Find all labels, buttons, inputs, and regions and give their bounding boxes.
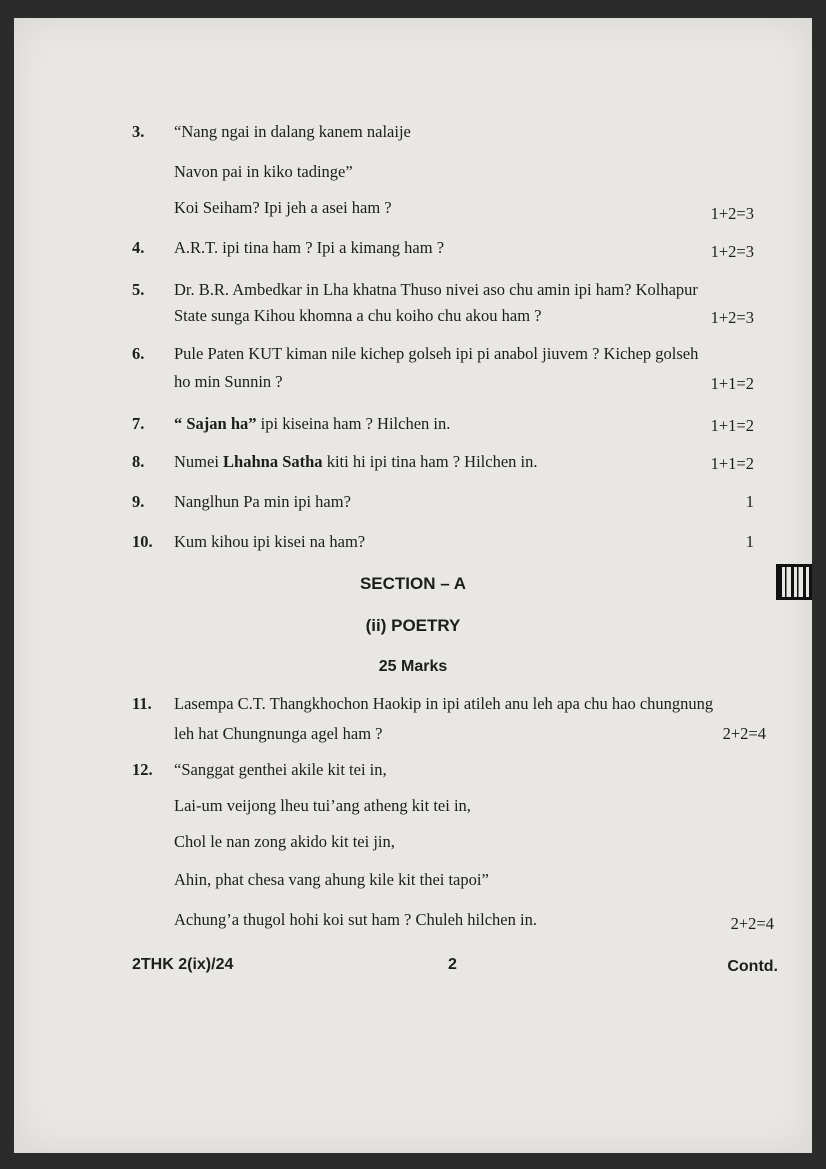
- question-text: [174, 414, 450, 434]
- question-keyword: “ Sajan ha”: [174, 414, 257, 433]
- question-marks: 1: [745, 532, 754, 551]
- question-number: 3.: [132, 122, 145, 141]
- question-keyword: Lhahna Satha: [223, 452, 323, 471]
- question-text: Achung’a thugol hohi koi sut ham ? Chuleh hilchen in.: [174, 910, 537, 929]
- question-number: 5.: [132, 280, 145, 299]
- question-marks: 1+2=3: [710, 204, 754, 223]
- exam-page: [14, 18, 812, 1153]
- question-number: 12.: [132, 760, 153, 779]
- question-marks: 2+2=4: [730, 914, 774, 933]
- question-number: 10.: [132, 532, 153, 551]
- poem-line: Lai-um veijong lheu tui’ang atheng kit tei in,: [174, 796, 471, 815]
- page-number: 2: [448, 956, 457, 973]
- question-text: [174, 452, 537, 472]
- question-marks: 1+1=2: [710, 416, 754, 435]
- section-title: SECTION – A: [359, 574, 467, 593]
- question-text: leh hat Chungnunga agel ham ?: [174, 724, 383, 743]
- question-text: Nanglhun Pa min ipi ham?: [174, 492, 351, 511]
- question-text: State sunga Kihou khomna a chu koiho chu akou ham ?: [174, 306, 542, 325]
- paper-code: 2THK 2(ix)/24: [132, 956, 234, 973]
- question-text-rest: kiti hi ipi tina ham ? Hilchen in.: [322, 452, 538, 471]
- question-marks: 1+1=2: [710, 374, 754, 393]
- question-number: 9.: [132, 492, 145, 511]
- question-text: Lasempa C.T. Thangkhochon Haokip in ipi atileh anu leh apa chu hao chungnung: [174, 694, 714, 713]
- question-text: Dr. B.R. Ambedkar in Lha khatna Thuso nivei aso chu amin ipi ham? Kolhapur: [174, 280, 698, 299]
- question-marks: 1: [745, 492, 754, 511]
- question-marks: 2+2=4: [722, 724, 766, 743]
- question-text: Pule Paten KUT kiman nile kichep golseh ipi pi anabol jiuvem ? Kichep golseh: [174, 344, 699, 363]
- question-number: 6.: [132, 344, 145, 363]
- question-text: Navon pai in kiko tadinge”: [174, 162, 353, 181]
- question-text: “Nang ngai in dalang kanem nalaije: [174, 122, 411, 141]
- question-number: 11.: [132, 694, 152, 713]
- poem-line: Chol le nan zong akido kit tei jin,: [174, 832, 395, 851]
- poem-line: Ahin, phat chesa vang ahung kile kit thei tapoi”: [174, 870, 489, 889]
- section-subtitle: (ii) POETRY: [365, 616, 461, 635]
- question-text: A.R.T. ipi tina ham ? Ipi a kimang ham ?: [174, 238, 445, 257]
- question-marks: 1+2=3: [710, 242, 754, 261]
- question-text-rest: ipi kiseina ham ? Hilchen in.: [256, 414, 451, 433]
- question-number: 8.: [132, 452, 145, 471]
- question-text: Kum kihou ipi kisei na ham?: [174, 532, 366, 551]
- question-marks: 1+2=3: [710, 308, 754, 327]
- poem-line: “Sanggat genthei akile kit tei in,: [174, 760, 387, 779]
- section-marks: 25 Marks: [378, 658, 448, 675]
- question-number: 4.: [132, 238, 145, 257]
- question-text: Koi Seiham? Ipi jeh a asei ham ?: [174, 198, 392, 217]
- question-text: ho min Sunnin ?: [174, 372, 283, 391]
- question-number: 7.: [132, 414, 145, 433]
- continued-label: Contd.: [727, 958, 778, 975]
- question-marks: 1+1=2: [710, 454, 754, 473]
- question-text-pre: Numei: [174, 452, 224, 471]
- qr-code-icon: [776, 564, 812, 600]
